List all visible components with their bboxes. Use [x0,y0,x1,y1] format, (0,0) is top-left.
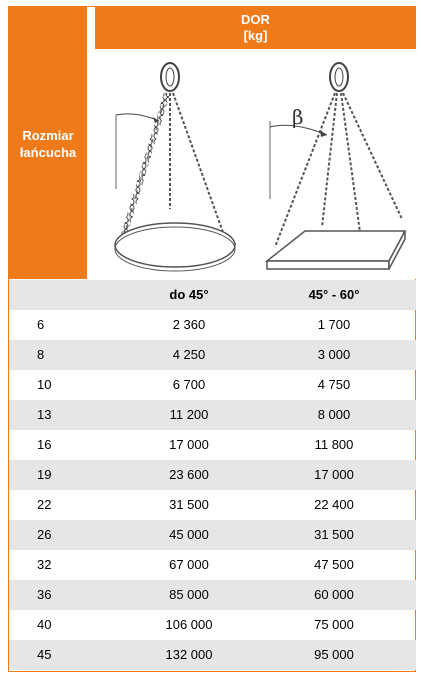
table-row [9,460,416,490]
table-row [9,490,416,520]
load-up-to-45-cell: 17 000 [169,437,209,452]
load-up-to-45-cell: 23 600 [169,467,209,482]
table-row [9,430,416,460]
chain-size-cell: 10 [37,377,52,392]
load-up-to-45-cell: 85 000 [169,587,209,602]
load-45-60-cell: 4 750 [317,377,351,392]
table-row [9,550,416,580]
load-up-to-45-cell: 31 500 [169,497,209,512]
load-45-60-cell: 60 000 [314,587,354,602]
dor-header-line2: [kg] [243,28,268,43]
table-row [9,610,416,640]
chain-size-cell: 8 [37,347,45,362]
load-45-60-cell: 3 000 [317,347,351,362]
chain-size-cell: 22 [37,497,52,512]
round-load-diagram [115,63,235,271]
load-up-to-45-cell: 67 000 [169,557,209,572]
load-45-60-cell: 47 500 [314,557,354,572]
load-table [8,6,416,672]
chain-size-cell: 19 [37,467,52,482]
load-up-to-45-cell: 6 700 [172,377,206,392]
load-45-60-cell: 11 800 [314,437,354,452]
table-row [9,310,416,340]
chain-size-cell: 16 [37,437,52,452]
chain-size-cell: 26 [37,527,52,542]
column-header-row [9,280,416,310]
load-45-60-cell: 1 700 [317,317,351,332]
column-header-45-60: 45° - 60° [308,287,360,302]
round-load-icon [115,223,235,267]
square-load-diagram [267,63,405,269]
table-row [9,580,416,610]
load-up-to-45-cell: 11 200 [169,407,209,422]
square-load-icon [267,231,405,261]
load-up-to-45-cell: 132 000 [165,647,213,662]
load-45-60-cell: 17 000 [314,467,354,482]
chain-size-header [9,7,87,279]
table-row [9,520,416,550]
chain-size-cell: 45 [37,647,52,662]
load-up-to-45-cell: 45 000 [169,527,209,542]
chain-right [173,93,224,235]
table-row [9,370,416,400]
dor-header [95,7,416,49]
sling-diagrams-svg [87,49,416,279]
table-row [9,640,416,670]
load-45-60-cell: 8 000 [317,407,351,422]
load-up-to-45-cell: 2 360 [172,317,206,332]
chain-size-cell: 6 [37,317,45,332]
chain-size-cell: 36 [37,587,52,602]
chain-size-cell: 40 [37,617,52,632]
load-up-to-45-cell: 106 000 [165,617,213,632]
table-row [9,400,416,430]
angle-beta-label: β [292,105,304,129]
table-row [9,340,416,370]
load-45-60-cell: 31 500 [314,527,354,542]
chain-size-cell: 32 [37,557,52,572]
load-up-to-45-cell: 4 250 [172,347,206,362]
load-45-60-cell: 75 000 [314,617,354,632]
load-45-60-cell: 95 000 [314,647,354,662]
load-45-60-cell: 22 400 [314,497,354,512]
chain-size-cell: 13 [37,407,52,422]
sling-illustrations [87,49,416,279]
chain-size-header-line2: łańcucha [19,145,77,160]
dor-header-line1: DOR [241,12,270,27]
chain-size-header-line1: Rozmiar [22,128,74,143]
column-header-up-to-45: do 45° [169,287,209,302]
